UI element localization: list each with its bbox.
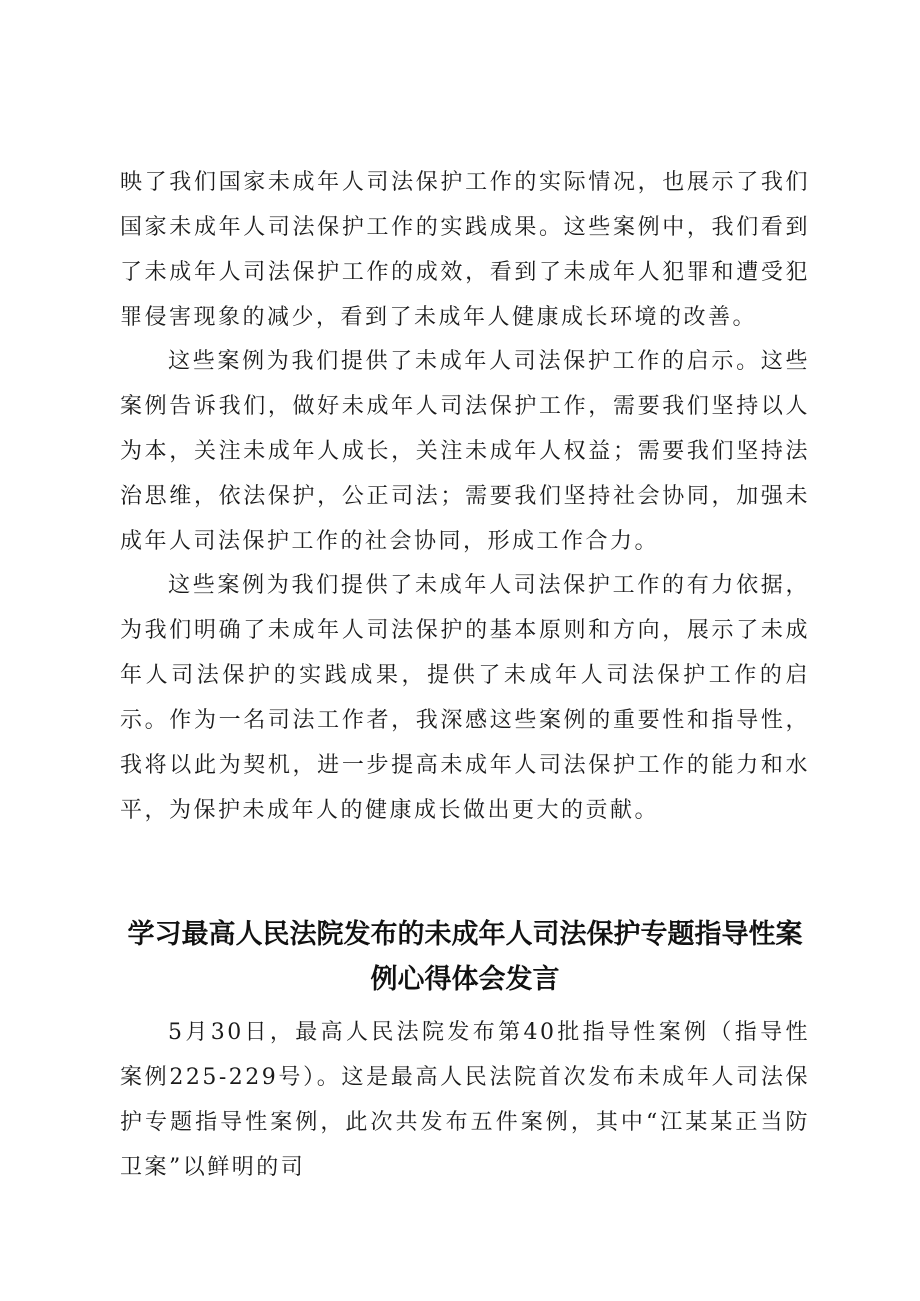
paragraph-2: 这些案例为我们提供了未成年人司法保护工作的启示。这些案例告诉我们，做好未成年人司法保护工作，需要我们坚持以人为本，关注未成年人成长，关注未成年人权益；需要我们坚持法治思维，依法保护，公正司法；需要我们坚持社会协同，加强未成年人司法保护工作的社会协同，形成工作合力。	[120, 349, 810, 554]
section-title: 学习最高人民法院发布的未成年人司法保护专题指导性案例心得体会发言	[127, 919, 803, 995]
section-intro-paragraph: 5月30日，最高人民法院发布第40批指导性案例（指导性案例225-229号）。这是最高人民法院首次发布未成年人司法保护专题指导性案例，此次共发布五件案例，其中“江某某正当防卫案”以鲜明的司	[120, 1020, 810, 1180]
paragraph-1: 映了我们国家未成年人司法保护工作的实际情况，也展示了我们国家未成年人司法保护工作的实践成果。这些案例中，我们看到了未成年人司法保护工作的成效，看到了未成年人犯罪和遭受犯罪侵害现象的减少，看到了未成年人健康成长环境的改善。	[120, 170, 810, 330]
paragraph-3: 这些案例为我们提供了未成年人司法保护工作的有力依据，为我们明确了未成年人司法保护的基本原则和方向，展示了未成年人司法保护的实践成果，提供了未成年人司法保护工作的启示。作为一名司法工作者，我深感这些案例的重要性和指导性，我将以此为契机，进一步提高未成年人司法保护工作的能力和水平，为保护未成年人的健康成长做出更大的贡献。	[120, 573, 810, 823]
